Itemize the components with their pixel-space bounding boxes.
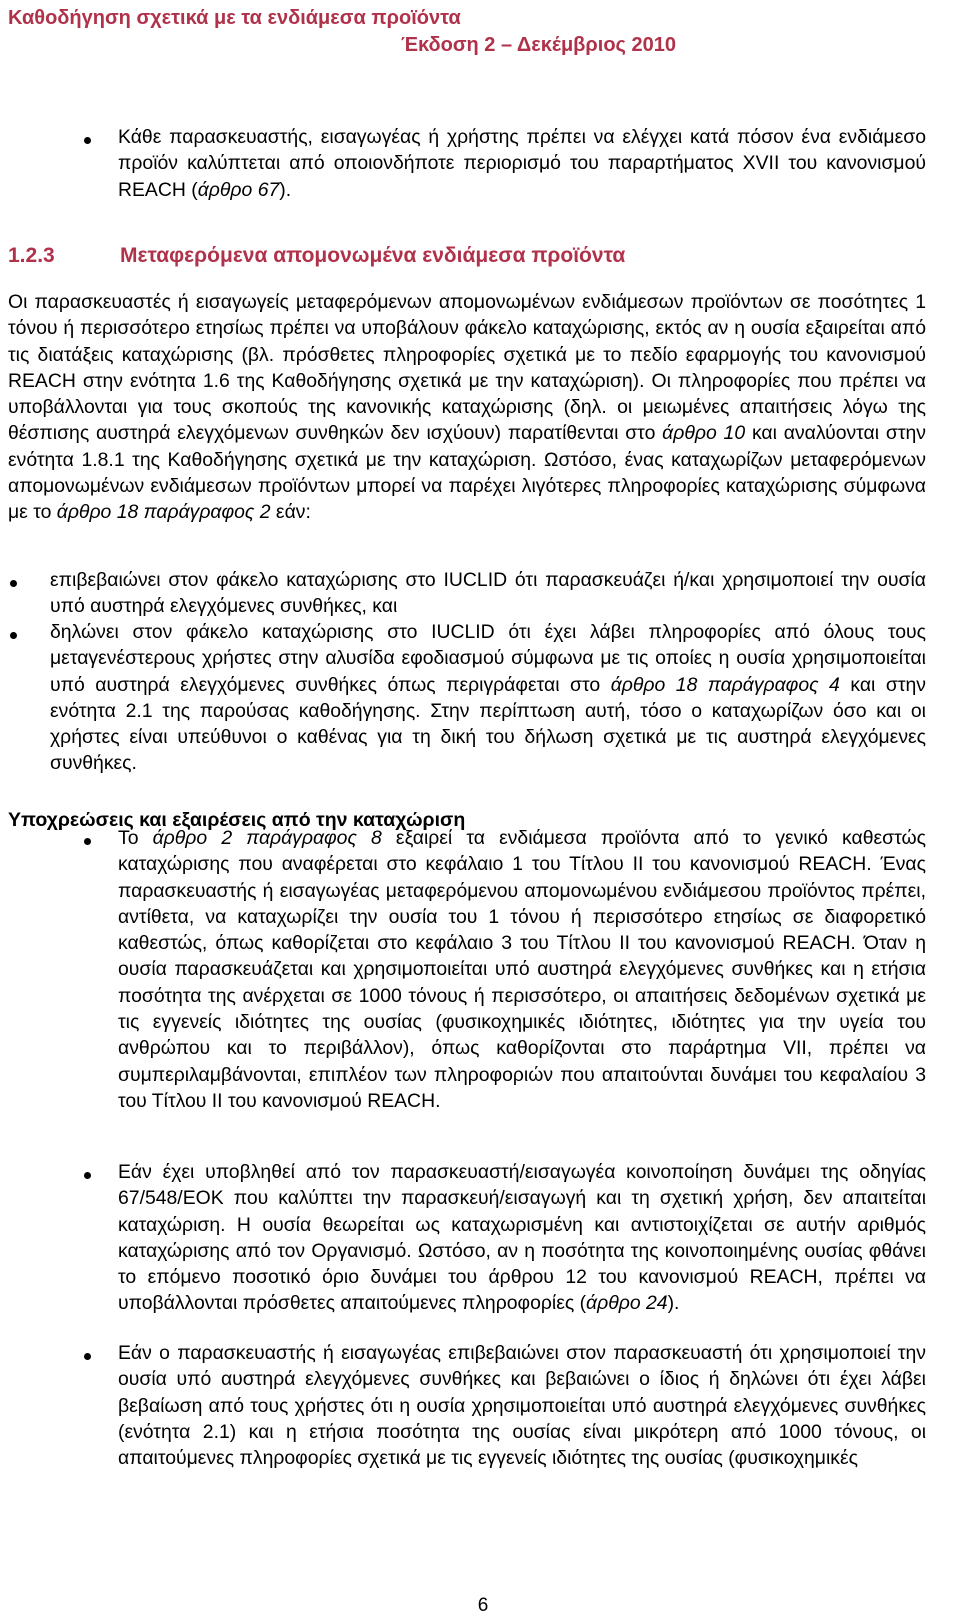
condition-item: επιβεβαιώνει στον φάκελο καταχώρισης στο IUCLID ότι παρασκευάζει ή/και χρησιμοποιεί την ουσία υπό αυστηρά ελεγχόμενες συνθήκες, και — [50, 569, 926, 618]
bullet-icon — [84, 838, 91, 845]
bullet-icon — [84, 1353, 91, 1360]
section-heading — [8, 243, 625, 269]
section-number: 1.2.3 — [8, 244, 55, 267]
obligation-item: Το άρθρο 2 παράγραφος 8 εξαιρεί τα ενδιάμεσα προϊόντα από το γενικό καθεστώς καταχώρισης που αναφέρεται στο κεφάλαιο 1 του Τίτλου ΙΙ του κανονισμού REACH. Ένας παρασκευαστής ή εισαγωγέας μεταφερόμενου απομονωμένου ενδιάμεσου προϊόντος πρέπει, αντίθετα, να καταχωρίζει την ουσία του 1 τόνου ή περισσότερο ετησίως σε διαφορετικό καθεστώς, όπως καθορίζεται στο κεφάλαιο 3 του Τίτλου ΙΙ του κανονισμού REACH. Όταν η ουσία παρασκευάζεται και χρησιμοποιείται υπό αυστηρά ελεγχόμενες συνθήκες και η ετήσια ποσότητα της ανέρχεται σε 1000 τόνους ή περισσότερο, οι απαιτήσεις δεδομένων σχετικά με τις εγγενείς ιδιότητες της ουσίας (φυσικοχημικές ιδιότητες, ιδιότητες για την υγεία του ανθρώπου και το περιβάλλον), όπως καθορίζονται στο παράρτημα VII, πρέπει να συμπεριλαμβάνονται, επιπλέον των πληροφοριών που απαιτούνται δυνάμει του κεφαλαίου 3 του Τίτλου ΙΙ του κανονισμού REACH. — [118, 827, 926, 1112]
header-edition: Έκδοση 2 – Δεκέμβριος 2010 — [400, 34, 676, 56]
bullet-icon — [84, 137, 91, 144]
bullet-icon — [10, 632, 17, 639]
section-title: Μεταφερόμενα απομονωμένα ενδιάμεσα προϊόντα — [120, 244, 626, 267]
header-title: Καθοδήγηση σχετικά με τα ενδιάμεσα προϊόντα — [8, 7, 461, 29]
obligation-item: Εάν έχει υποβληθεί από τον παρασκευαστή/εισαγωγέα κοινοποίηση δυνάμει της οδηγίας 67/548/ΕΟΚ που καλύπτει την παρασκευή/εισαγωγή και τη σχετική χρήση, δεν απαιτείται καταχώριση. Η ουσία θεωρείται ως καταχωρισμένη και αντιστοιχίζεται σε αυτήν αριθμός καταχώρισης από τον Οργανισμό. Ωστόσο, αν η ποσότητα της κοινοποιημένης ουσίας φθάνει το επόμενο ποσοτικό όριο δυνάμει του άρθρου 12 του κανονισμού REACH, πρέπει να υποβάλλονται πρόσθετες απαιτούμενες πληροφορίες (άρθρο 24). — [118, 1161, 926, 1315]
bullet-icon — [10, 580, 17, 587]
section-paragraph: Οι παρασκευαστές ή εισαγωγείς μεταφερόμενων απομονωμένων ενδιάμεσων προϊόντων σε ποσότητες 1 τόνου ή περισσότερο ετησίως πρέπει να υποβάλουν φάκελο καταχώρισης, εκτός αν η ουσία εξαιρείται από τις διατάξεις καταχώρισης (βλ. πρόσθετες πληροφορίες σχετικά με το πεδίο εφαρμογής του κανονισμού REACH στην ενότητα 1.6 της Καθοδήγησης σχετικά με την καταχώριση). Οι πληροφορίες που πρέπει να υποβάλλονται για τους σκοπούς της κανονικής καταχώρισης (δηλ. οι μειωμένες απαιτήσεις λόγω της θέσπισης αυστηρά ελεγχόμενων συνθηκών δεν ισχύουν) παρατίθενται στο άρθρο 10 και αναλύονται στην ενότητα 1.8.1 της Καθοδήγησης σχετικά με την καταχώριση. Ωστόσο, ένας καταχωρίζων μεταφερόμενων απομονωμένων ενδιάμεσων προϊόντων μπορεί να παρέχει λιγότερες πληροφορίες καταχώρισης σύμφωνα με το άρθρο 18 παράγραφος 2 εάν: — [8, 291, 926, 524]
obligation-item: Εάν ο παρασκευαστής ή εισαγωγέας επιβεβαιώνει στον παρασκευαστή ότι χρησιμοποιεί την ουσία υπό αυστηρά ελεγχόμενες συνθήκες και βεβαιώνει ο ίδιος ή δηλώνει ότι έχει λάβει βεβαίωση από τους χρήστες ότι η ουσία χρησιμοποιείται υπό αυστηρά ελεγχόμενες συνθήκες (ενότητα 2.1) και η ετήσια ποσότητα της ουσίας είναι μικρότερη από 1000 τόνους, οι απαιτούμενες πληροφορίες σχετικά με τις εγγενείς ιδιότητες της ουσίας (φυσικοχημικές — [118, 1342, 926, 1470]
intro-bullet: Κάθε παρασκευαστής, εισαγωγέας ή χρήστης πρέπει να ελέγχει κατά πόσον ένα ενδιάμεσο προϊόν καλύπτεται από οποιονδήποτε περιορισμό του παραρτήματος XVII του κανονισμού REACH (άρθρο 67). — [118, 126, 926, 201]
condition-item: δηλώνει στον φάκελο καταχώρισης στο IUCLID ότι έχει λάβει πληροφορίες από όλους τους μεταγενέστερους χρήστες στην αλυσίδα εφοδιασμού σύμφωνα με τις οποίες η ουσία χρησιμοποιείται υπό αυστηρά ελεγχόμενες συνθήκες όπως περιγράφεται στο άρθρο 18 παράγραφος 4 και στην ενότητα 2.1 της παρούσας καθοδήγησης. Στην περίπτωση αυτή, τόσο ο καταχωρίζων όσο και οι χρήστες είναι υπεύθυνοι ο καθένας για τη δική του δήλωση σχετικά με τις αυστηρά ελεγχόμενες συνθήκες. — [50, 621, 926, 775]
subheading: Υποχρεώσεις και εξαιρέσεις από την καταχώριση — [8, 809, 466, 831]
page-number: 6 — [477, 1595, 489, 1616]
bullet-icon — [84, 1172, 91, 1179]
